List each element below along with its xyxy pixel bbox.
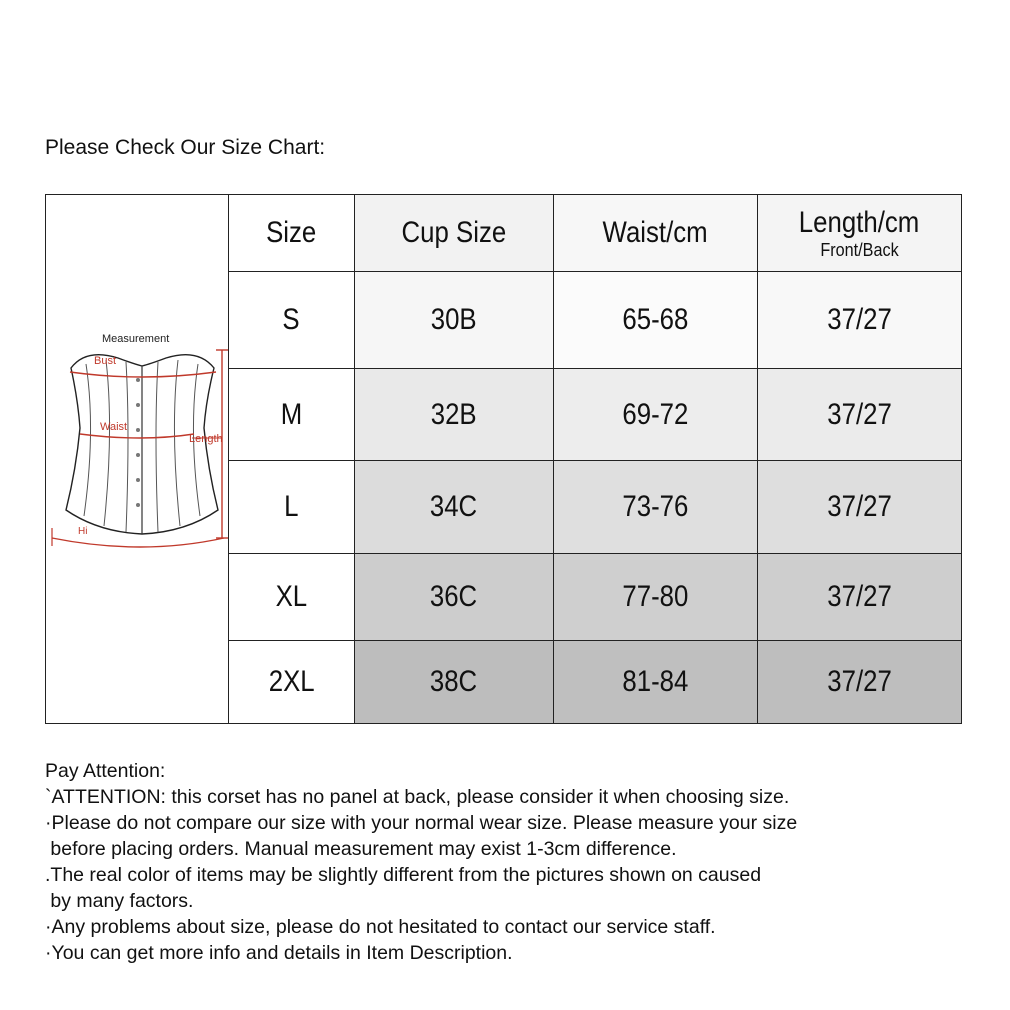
page-heading: Please Check Our Size Chart: [45, 136, 326, 159]
row-l-size: L [229, 461, 355, 554]
row-l-cup: 34C [355, 461, 554, 554]
hip-label: Hi [78, 526, 88, 537]
corset-icon [46, 320, 230, 560]
waist-label: Waist [100, 421, 128, 433]
waist-line [80, 434, 194, 438]
row-xl-cup: 36C [355, 554, 554, 641]
note-line: ·You can get more info and details in Item Description. [45, 942, 513, 964]
bust-label: Bust [94, 355, 117, 367]
header-length-sub: Front/Back [820, 239, 899, 260]
note-line: by many factors. [45, 890, 194, 912]
header-waist: Waist/cm [554, 195, 758, 272]
note-line: ·Any problems about size, please do not hesitated to contact our service staff. [45, 916, 716, 938]
note-line: ·Please do not compare our size with your normal wear size. Please measure your size [45, 812, 798, 834]
row-s-waist: 65-68 [554, 272, 758, 369]
row-2xl-length: 37/27 [758, 641, 961, 723]
row-2xl-cup: 38C [355, 641, 554, 723]
row-s-size: S [229, 272, 355, 369]
attention-notes [45, 758, 797, 966]
hip-line [52, 538, 224, 547]
row-2xl-size: 2XL [229, 641, 355, 723]
row-s-cup: 30B [355, 272, 554, 369]
header-size: Size [229, 195, 355, 272]
length-label: Length [189, 433, 223, 445]
row-m-size: M [229, 369, 355, 461]
row-m-length: 37/27 [758, 369, 961, 461]
header-length: Length/cm Front/Back [758, 195, 961, 272]
size-table [229, 195, 961, 723]
size-chart [45, 194, 962, 724]
bust-line [70, 372, 216, 377]
measurement-diagram [46, 195, 229, 723]
row-2xl-waist: 81-84 [554, 641, 758, 723]
header-cup-size: Cup Size [355, 195, 554, 272]
row-m-waist: 69-72 [554, 369, 758, 461]
note-line: `ATTENTION: this corset has no panel at back, please consider it when choosing size. [45, 786, 790, 808]
row-xl-length: 37/27 [758, 554, 961, 641]
note-line: .The real color of items may be slightly different from the pictures shown on caused [45, 864, 762, 886]
row-xl-waist: 77-80 [554, 554, 758, 641]
notes-title: Pay Attention: [45, 760, 166, 782]
note-line: before placing orders. Manual measurement may exist 1-3cm difference. [45, 838, 677, 860]
diagram-title: Measurement [102, 333, 170, 345]
row-m-cup: 32B [355, 369, 554, 461]
row-s-length: 37/27 [758, 272, 961, 369]
row-l-waist: 73-76 [554, 461, 758, 554]
row-xl-size: XL [229, 554, 355, 641]
row-l-length: 37/27 [758, 461, 961, 554]
